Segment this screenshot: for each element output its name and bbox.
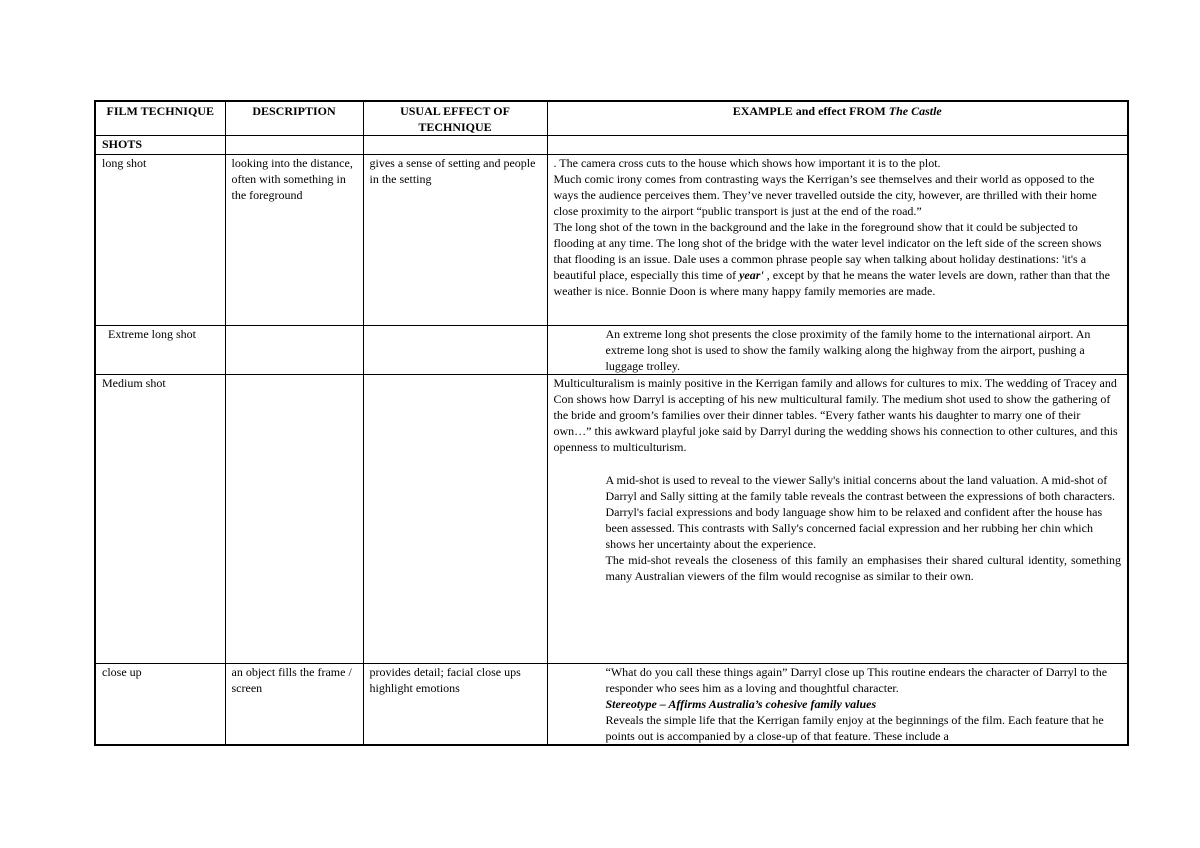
example-cell: [547, 664, 1128, 746]
section-cell-empty: [363, 136, 547, 155]
description-cell: looking into the distance, often with something in the foreground: [225, 155, 363, 326]
example-paragraph: . The camera cross cuts to the house which shows how important it is to the plot.: [553, 156, 941, 170]
list-item-text: An extreme long shot presents the close proximity of the family home to the international airport. An extreme long shot is used to show the family walking along the highway from the airport, pushing a luggage trolley.: [605, 327, 1091, 373]
header-row: [95, 101, 1128, 136]
description-cell: [225, 326, 363, 375]
list-item-text: The mid-shot reveals the closeness of this family an emphasises their shared cultural identity, something many Australian viewers of the film would recognise as similar to their own.: [605, 553, 1121, 583]
section-cell-empty: [547, 136, 1128, 155]
table-row-long-shot: [95, 155, 1128, 326]
list-item: [606, 326, 1122, 374]
description-cell: [225, 375, 363, 664]
list-item: [606, 664, 1122, 696]
example-cell: [547, 326, 1128, 375]
list-item-text: Reveals the simple life that the Kerrigan family enjoy at the beginnings of the film. Each feature that he points out is accompanied by a close-up of that feature. These include a: [605, 713, 1104, 743]
list-item-text: “What do you call these things again” Darryl close up This routine endears the character of Darryl to the responder who sees him as a loving and thoughtful character.: [605, 665, 1108, 695]
technique-cell: long shot: [95, 155, 225, 326]
list-item: [606, 712, 1122, 744]
technique-cell: close up: [95, 664, 225, 746]
bullet-list: [554, 472, 1122, 584]
example-paragraph: Multiculturalism is mainly positive in the Kerrigan family and allows for cultures to mix. The wedding of Tracey and Con shows how Darryl is accepting of his new multicultural family. The medium shot used to show the gathering of the bride and groom’s families over their dinner tables. “Every father wants his daughter to marry one of their own…” this awkward playful joke said by Darryl during the wedding shows his connection to other cultures, and this openness to multiculturism.: [553, 376, 1118, 454]
header-example-prefix: EXAMPLE and effect FROM: [732, 104, 889, 118]
effect-cell: [363, 375, 547, 664]
table-row-extreme-long-shot: [95, 326, 1128, 375]
list-item: [606, 472, 1122, 552]
technique-cell: Extreme long shot: [95, 326, 225, 375]
section-label: SHOTS: [95, 136, 225, 155]
description-cell: an object fills the frame / screen: [225, 664, 363, 746]
section-cell-empty: [225, 136, 363, 155]
example-text: The long shot of the town in the background and the lake in the foreground show that it could be subjected to flooding at any time. The long shot of the bridge with the water level indicator on the left side of the screen shows that flooding is an issue. Dale uses a common phrase people say when talking about holiday destinations: 'it's a beautiful place, especially this time of: [553, 220, 1102, 282]
table-row-close-up: [95, 664, 1128, 746]
header-example: [547, 101, 1128, 136]
example-cell: [547, 375, 1128, 664]
list-item: [606, 552, 1122, 584]
example-italic-text: year': [739, 268, 767, 282]
header-usual-effect: USUAL EFFECT OF TECHNIQUE: [363, 101, 547, 136]
paragraph-gap: [554, 455, 1122, 472]
example-paragraph: Much comic irony comes from contrasting ways the Kerrigan’s see themselves and their world as opposed to the ways the audience perceives them. They’ve never travelled outside the city, however, are thrilled with their home close proximity to the airport “public transport is just at the end of the road.”: [553, 172, 1097, 218]
bullet-list: [554, 664, 1122, 744]
table-row-medium-shot: [95, 375, 1128, 664]
header-description: DESCRIPTION: [225, 101, 363, 136]
technique-cell: Medium shot: [95, 375, 225, 664]
list-item-text: Stereotype – Affirms Australia’s cohesive family values: [605, 697, 877, 711]
effect-cell: provides detail; facial close ups highlight emotions: [363, 664, 547, 746]
example-text: , except by that he means the water levels are down, rather than that the weather is nice. Bonnie Doon is where many happy family memories are made.: [553, 268, 1110, 298]
effect-cell: gives a sense of setting and people in the setting: [363, 155, 547, 326]
bullet-list: [554, 326, 1122, 374]
example-paragraph: [554, 219, 1122, 299]
film-technique-table: [94, 100, 1129, 746]
section-row-shots: [95, 136, 1128, 155]
header-example-title: The Castle: [888, 104, 942, 118]
list-item-text: A mid-shot is used to reveal to the viewer Sally's initial concerns about the land valuation. A mid-shot of Darryl and Sally sitting at the family table reveals the contrast between the expressions of both characters. Darryl's facial expressions and body language show him to be relaxed and confident after the house has been assessed. This contrasts with Sally's concerned facial expression and her rubbing her chin which shows her uncertainty about the experience.: [605, 473, 1115, 551]
effect-cell: [363, 326, 547, 375]
list-item: [606, 696, 1122, 712]
header-technique: FILM TECHNIQUE: [95, 101, 225, 136]
example-cell: [547, 155, 1128, 326]
